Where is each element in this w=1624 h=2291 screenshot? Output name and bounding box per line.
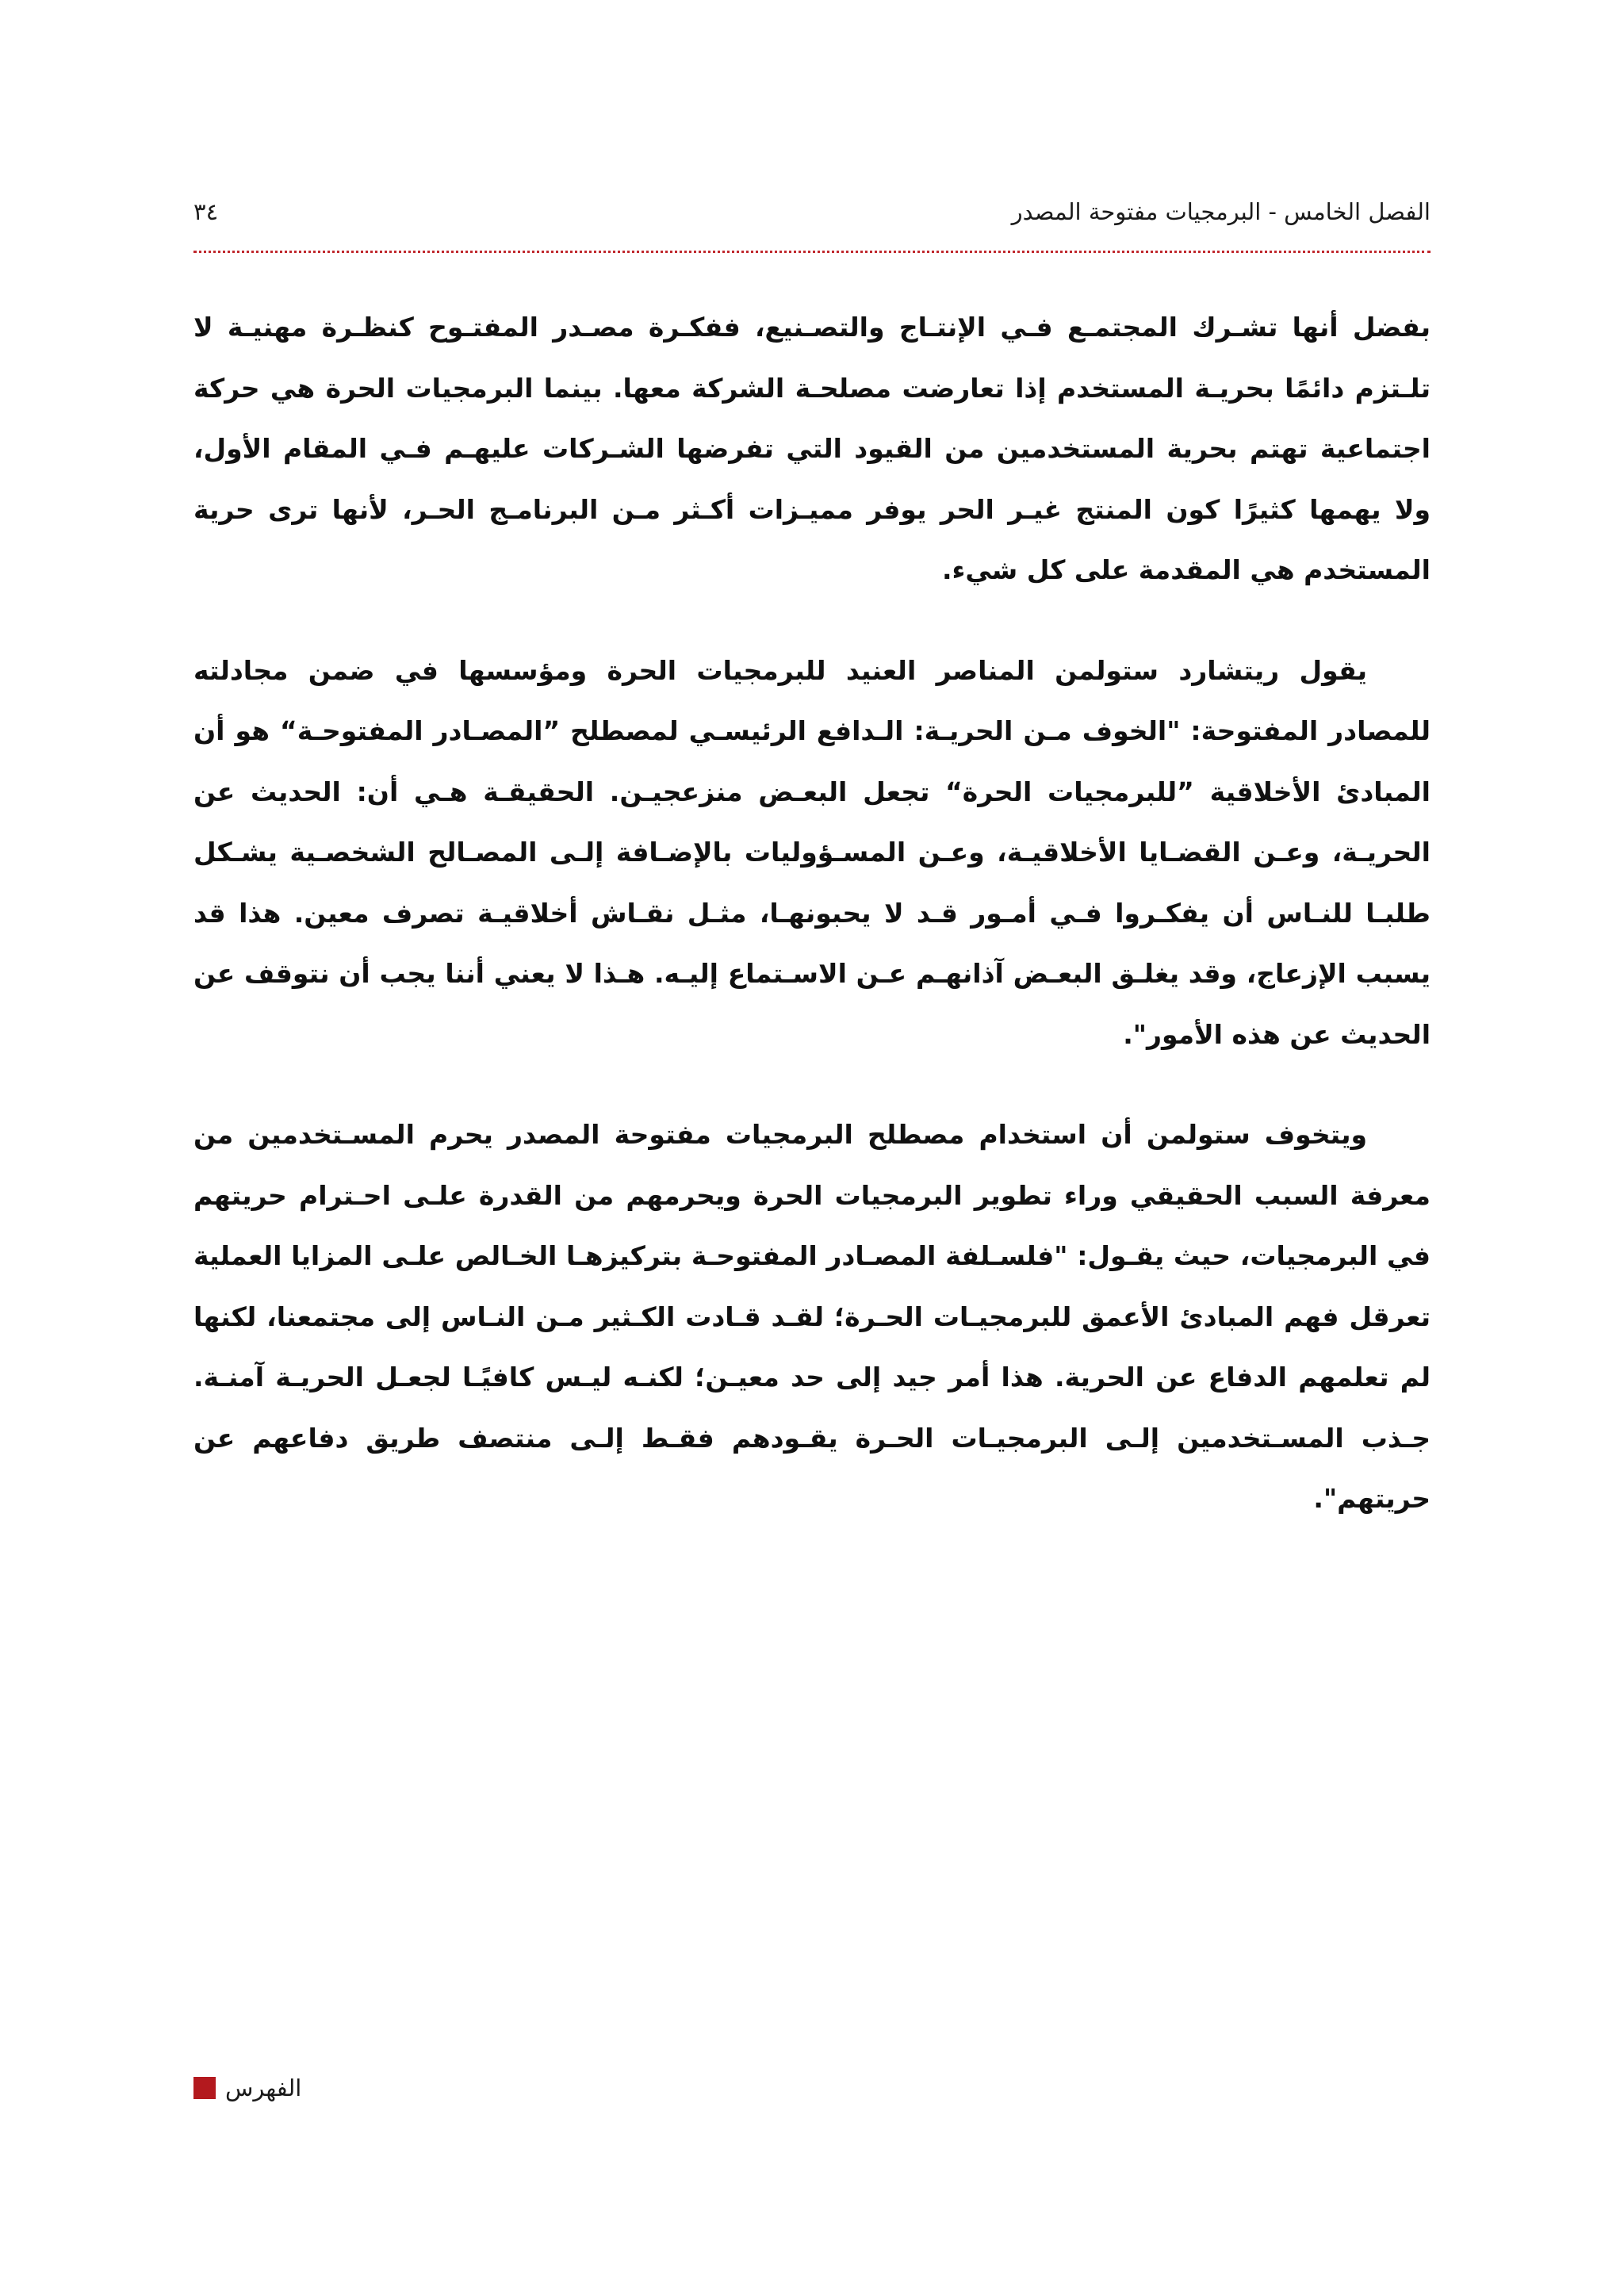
running-header: [193, 184, 1431, 239]
page-number: ٣٤: [193, 198, 219, 225]
red-square-icon: [193, 2077, 216, 2099]
index-label[interactable]: الفهرس: [225, 2075, 302, 2101]
paragraph-1: بفضل أنها تشـرك المجتمـع فـي الإنتـاج والتصـنيع، ففكـرة مصـدر المفتـوح كنظـرة مهنيـة لا تلـتزم دائمًا بحريـة المستخدم إذا تعارضت مصلحـة الشركة معها. بينما البرمجيات الحرة هي حركة اجتماعية تهتم بحرية المستخدمين من القيود التي تفرضها الشـركات عليهـم فـي المقام الأول، ولا يهمها كثيرًا كون المنتج غيـر الحر يوفر مميـزات أكـثر مـن البرنامـج الحـر، لأنها ترى حرية المستخدم هي المقدمة على كل شيء.: [193, 312, 1431, 585]
chapter-title: الفصل الخامس - البرمجيات مفتوحة المصدر: [1011, 198, 1431, 225]
header-divider: [193, 251, 1431, 253]
body-text: [193, 297, 1431, 1569]
index-link[interactable]: [193, 2075, 301, 2101]
paragraph-2: يقول ريتشارد ستولمن المناصر العنيد للبرمجيات الحرة ومؤسسها في ضمن مجادلته للمصادر المفتوحة: "الخوف مـن الحريـة: الـدافع الرئيسـي لمصطلح ”المصـادر المفتوحـة“ هو أن المبادئ الأخلاقية ”للبرمجيات الحرة“ تجعل البعـض منزعجيـن. الحقيقـة هـي أن: الحديث عن الحريـة، وعـن القضـايا الأخلاقيـة، وعـن المسـؤوليات بالإضـافة إلـى المصـالح الشخصـية يشـكل طلبـا للنـاس أن يفكـروا فـي أمـور قـد لا يحبونهـا، مثـل نقـاش أخلاقيـة تصرف معين. هذا قد يسبب الإزعاج، وقد يغلـق البعـض آذانهـم عـن الاسـتماع إليـه. هـذا لا يعني أننا يجب أن نتوقف عن الحديث عن هذه الأمور".: [193, 654, 1431, 1050]
paragraph-3: ويتخوف ستولمن أن استخدام مصطلح البرمجيات مفتوحة المصدر يحرم المسـتخدمين من معرفة السبب الحقيقي وراء تطوير البرمجيات الحرة ويحرمهم من القدرة علـى احـترام حريتهم في البرمجيات، حيث يقـول: "فلسـلفة المصـادر المفتوحـة بتركيزهـا الخـالص علـى المزايا العملية تعرقل فهم المبادئ الأعمق للبرمجيـات الحـرة؛ لقـد قـادت الكـثير مـن النـاس إلى مجتمعنا، لكنها لم تعلمهم الدفاع عن الحرية. هذا أمر جيد إلى حد معيـن؛ لكنـه ليـس كافيًـا لجعـل الحريـة آمنـة. جـذب المسـتخدمين إلـى البرمجيـات الحـرة يقـودهم فقـط إلـى منتصف طريق دفاعهم عن حريتهم".: [193, 1119, 1431, 1514]
